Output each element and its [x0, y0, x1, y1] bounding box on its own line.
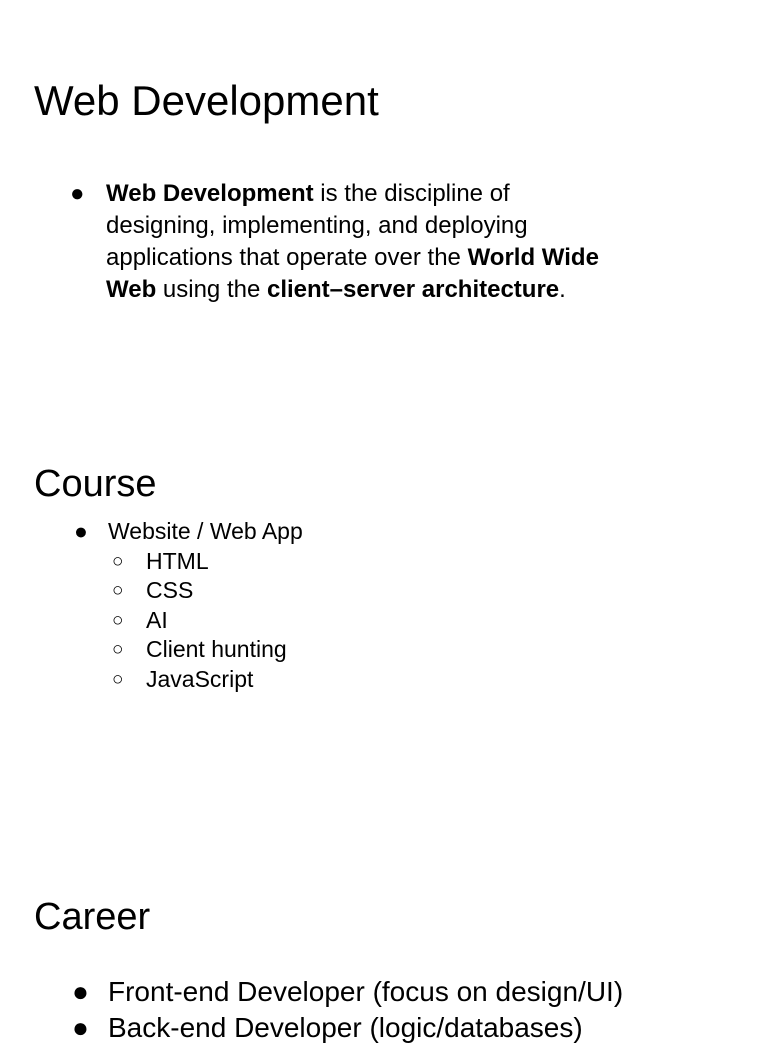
- circle-bullet-icon: ○: [112, 580, 124, 601]
- career-item: [72, 1010, 623, 1046]
- course-subitem-label: AI: [146, 606, 168, 633]
- course-subitem-label: CSS: [146, 577, 194, 603]
- intro-item: [70, 178, 600, 306]
- course-subitem: [74, 576, 303, 606]
- course-item: [74, 517, 303, 547]
- intro-term: Web Development: [106, 180, 314, 207]
- course-subitem: [74, 606, 303, 636]
- course-subitem-label: Client hunting: [146, 636, 287, 662]
- course-subitem: [74, 635, 303, 665]
- course-subitem-label: JavaScript: [146, 665, 254, 692]
- career-item: [72, 974, 623, 1010]
- bullet-icon: ●: [72, 1012, 89, 1043]
- career-heading: Career: [34, 896, 151, 938]
- intro-text-3: .: [559, 276, 566, 303]
- bullet-icon: ●: [74, 518, 88, 544]
- circle-bullet-icon: ○: [112, 668, 124, 690]
- course-item-label: Website / Web App: [108, 518, 303, 544]
- circle-bullet-icon: ○: [112, 550, 124, 572]
- page-title: Web Development: [34, 77, 379, 124]
- career-item-label: Back-end Developer (logic/databases): [108, 1012, 583, 1043]
- career-list: [72, 974, 623, 1046]
- course-subitem: [74, 665, 303, 695]
- course-list: [74, 517, 303, 694]
- circle-bullet-icon: ○: [112, 609, 124, 631]
- career-item-label: Front-end Developer (focus on design/UI): [108, 976, 624, 1007]
- intro-list: [70, 178, 600, 306]
- bullet-icon: ●: [70, 180, 85, 207]
- intro-www: World Wide Web: [106, 244, 599, 303]
- intro-text-2: using the: [156, 276, 267, 303]
- bullet-icon: ●: [72, 976, 89, 1007]
- course-subitem-label: HTML: [146, 547, 209, 574]
- course-heading: Course: [34, 463, 157, 505]
- circle-bullet-icon: ○: [112, 639, 124, 660]
- course-subitem: [74, 547, 303, 577]
- intro-text-1: is the discipline of designing, implementing, and deploying applications that operate over the: [106, 180, 528, 271]
- intro-architecture: client–server architecture: [266, 276, 560, 303]
